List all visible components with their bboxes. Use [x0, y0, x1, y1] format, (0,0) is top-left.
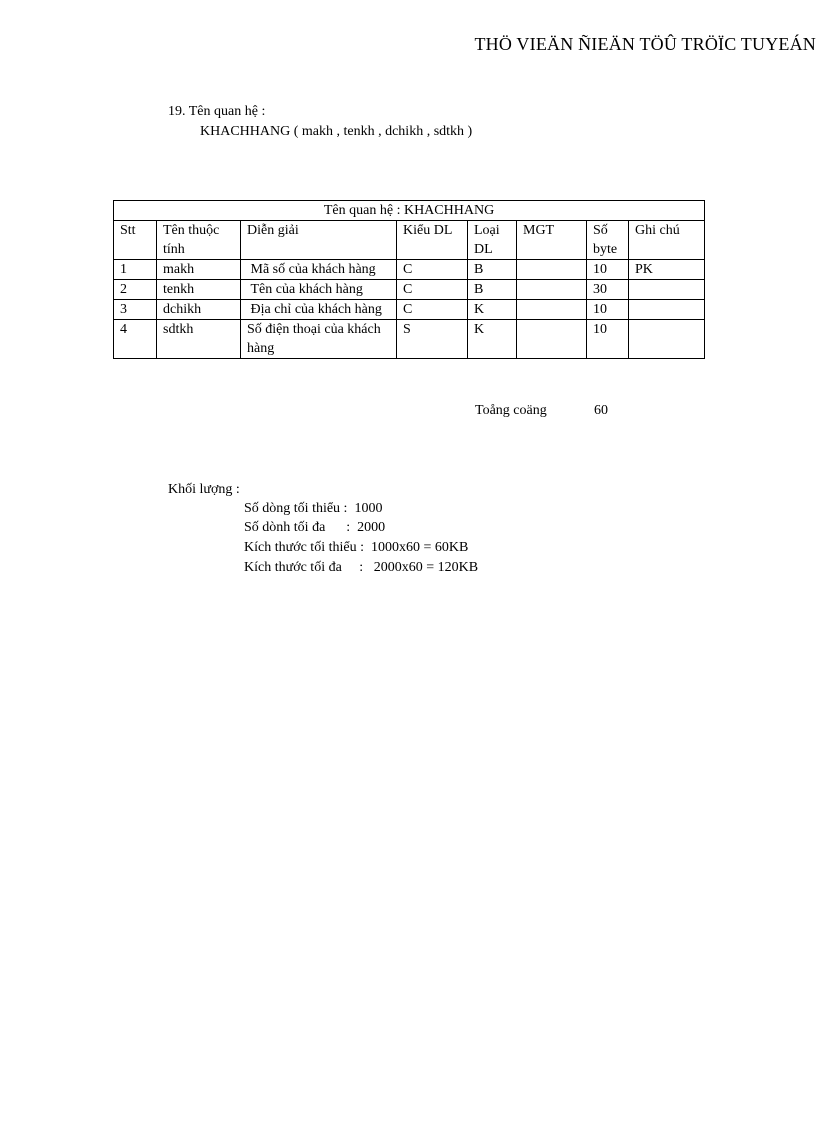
cell-kind: B — [468, 260, 517, 280]
column-header: Kiểu DL — [397, 221, 468, 260]
cell-attr: sdtkh — [157, 320, 241, 359]
relation-schema: KHACHHANG ( makh , tenkh , dchikh , sdtkh ) — [200, 124, 473, 139]
cell-type: S — [397, 320, 468, 359]
volume-line: Kích thước tối thiểu : 1000x60 = 60KB — [244, 540, 469, 555]
cell-desc: Địa chỉ của khách hàng — [241, 300, 397, 320]
cell-attr: makh — [157, 260, 241, 280]
cell-bytes: 10 — [587, 320, 629, 359]
relation-table — [113, 200, 705, 359]
cell-type: C — [397, 300, 468, 320]
cell-mgt — [517, 300, 587, 320]
volume-line: Kích thước tối đa : 2000x60 = 120KB — [244, 560, 479, 575]
cell-kind: B — [468, 280, 517, 300]
total-value: 60 — [594, 403, 608, 418]
table-row — [114, 320, 705, 359]
cell-desc: Số điện thoại của khách hàng — [241, 320, 397, 359]
cell-note — [629, 300, 705, 320]
cell-kind: K — [468, 320, 517, 359]
cell-stt: 1 — [114, 260, 157, 280]
table-row — [114, 280, 705, 300]
cell-bytes: 10 — [587, 300, 629, 320]
column-header: Loại DL — [468, 221, 517, 260]
column-header: Ghi chú — [629, 221, 705, 260]
cell-kind: K — [468, 300, 517, 320]
column-header: Số byte — [587, 221, 629, 260]
cell-desc: Mã số của khách hàng — [241, 260, 397, 280]
total-label: Toång coäng — [475, 403, 547, 418]
cell-note: PK — [629, 260, 705, 280]
cell-stt: 4 — [114, 320, 157, 359]
cell-mgt — [517, 260, 587, 280]
cell-stt: 2 — [114, 280, 157, 300]
cell-stt: 3 — [114, 300, 157, 320]
table-row — [114, 300, 705, 320]
cell-type: C — [397, 280, 468, 300]
volume-label: Khối lượng : — [168, 482, 240, 497]
cell-attr: tenkh — [157, 280, 241, 300]
table-header-row — [114, 221, 705, 260]
table-row — [114, 260, 705, 280]
cell-desc: Tên của khách hàng — [241, 280, 397, 300]
cell-bytes: 30 — [587, 280, 629, 300]
column-header: Tên thuộc tính — [157, 221, 241, 260]
cell-note — [629, 280, 705, 300]
table-caption: Tên quan hệ : KHACHHANG — [114, 201, 705, 221]
table-caption-row — [114, 201, 705, 221]
column-header: Stt — [114, 221, 157, 260]
cell-attr: dchikh — [157, 300, 241, 320]
column-header: Diễn giải — [241, 221, 397, 260]
cell-type: C — [397, 260, 468, 280]
cell-mgt — [517, 280, 587, 300]
volume-line: Số dònh tối đa : 2000 — [244, 520, 386, 535]
column-header: MGT — [517, 221, 587, 260]
section-heading: 19. Tên quan hệ : — [168, 104, 266, 119]
cell-bytes: 10 — [587, 260, 629, 280]
cell-note — [629, 320, 705, 359]
cell-mgt — [517, 320, 587, 359]
volume-line: Số dòng tối thiểu : 1000 — [244, 501, 383, 516]
page-header: THÖ VIEÄN ÑIEÄN TÖÛ TRÖÏC TUYEÁN — [474, 34, 816, 54]
